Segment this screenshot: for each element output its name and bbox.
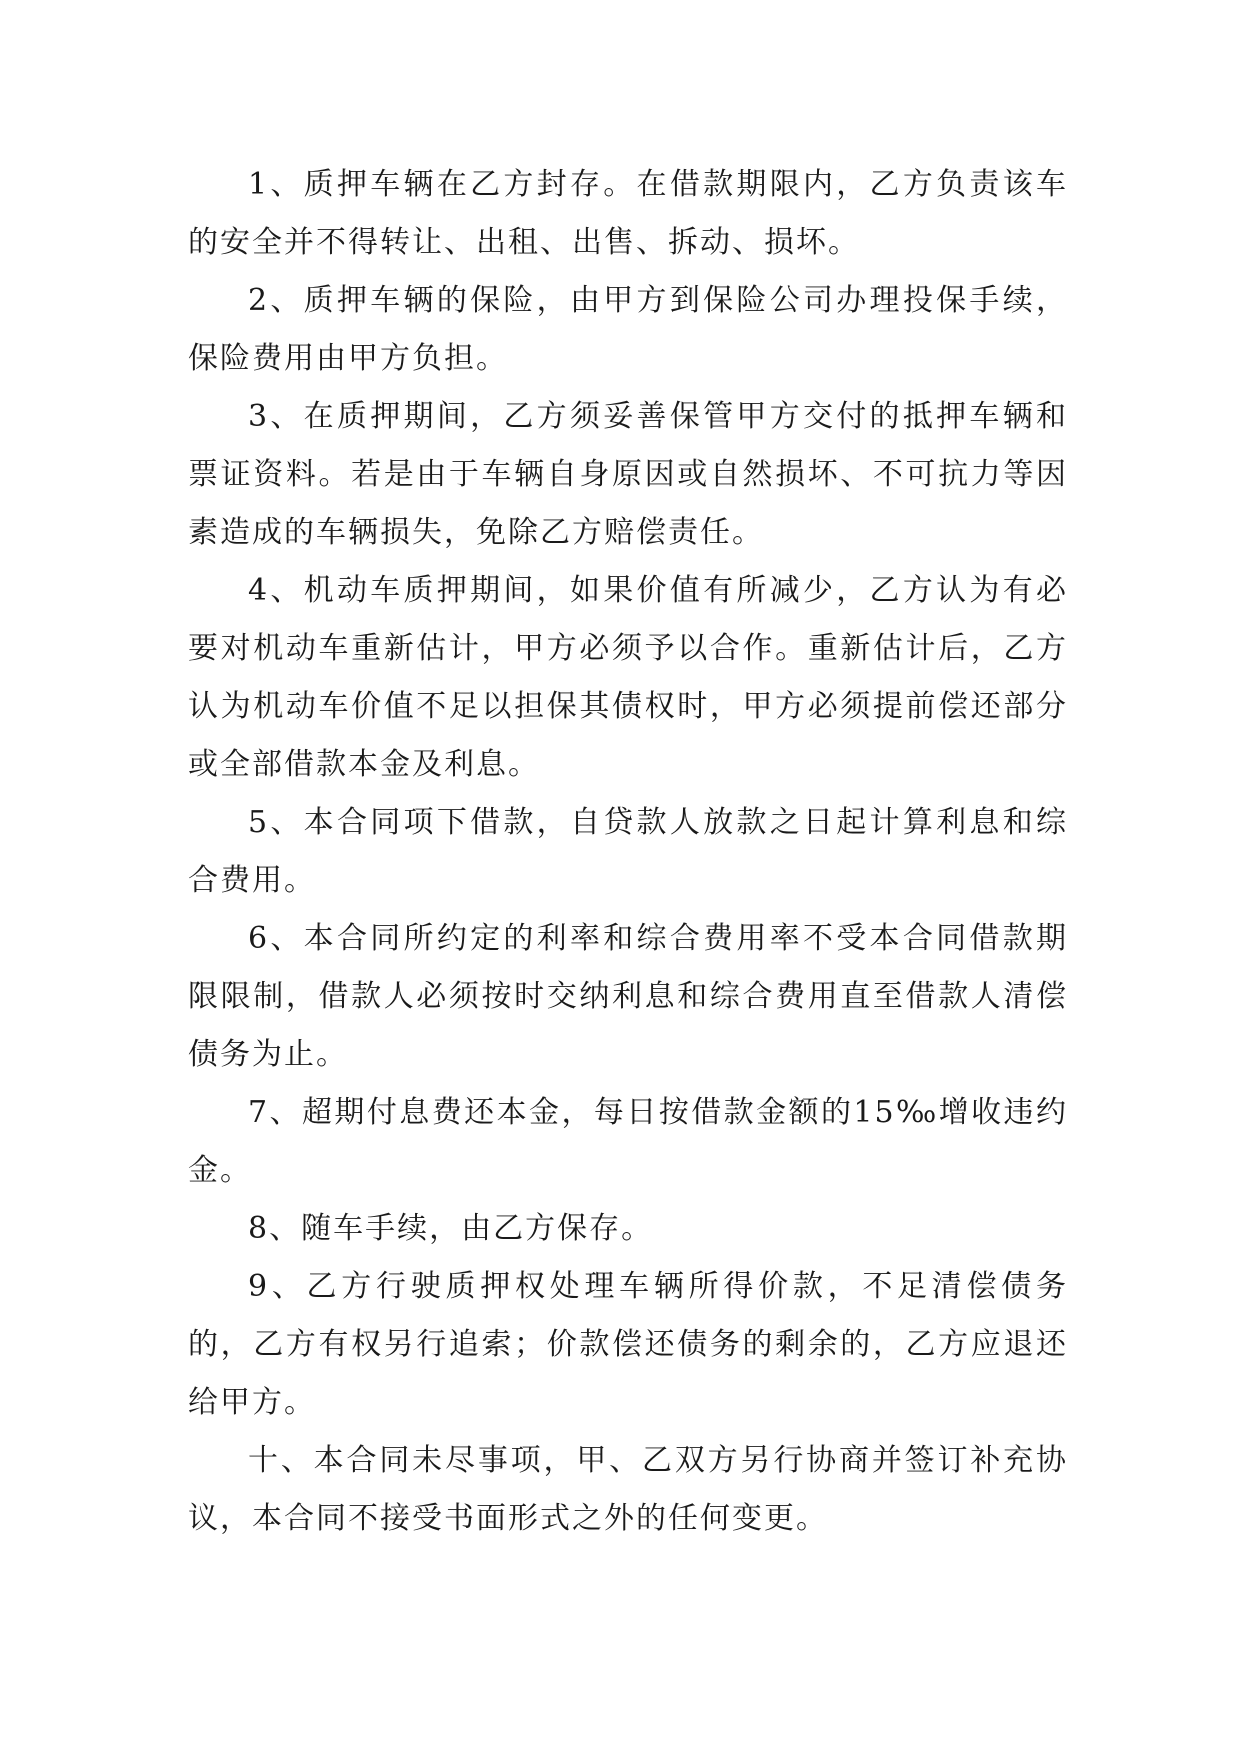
clause-1: 1、质押车辆在乙方封存。在借款期限内，乙方负责该车的安全并不得转让、出租、出售、拆动、损坏。 <box>188 167 1068 260</box>
clause-7: 7、超期付息费还本金，每日按借款金额的15‰增收违约金。 <box>188 1095 1068 1188</box>
clause-6: 6、本合同所约定的利率和综合费用率不受本合同借款期限限制，借款人必须按时交纳利息和综合费用直至借款人清偿债务为止。 <box>188 921 1068 1072</box>
clause-2: 2、质押车辆的保险，由甲方到保险公司办理投保手续，保险费用由甲方负担。 <box>188 283 1068 376</box>
clause-10: 十、本合同未尽事项，甲、乙双方另行协商并签订补充协议，本合同不接受书面形式之外的任何变更。 <box>188 1443 1068 1536</box>
clause-4: 4、机动车质押期间，如果价值有所减少，乙方认为有必要对机动车重新估计，甲方必须予以合作。重新估计后，乙方认为机动车价值不足以担保其债权时，甲方必须提前偿还部分或全部借款本金及利息。 <box>188 573 1068 782</box>
clause-9: 9、乙方行驶质押权处理车辆所得价款，不足清偿债务的，乙方有权另行追索；价款偿还债务的剩余的，乙方应退还给甲方。 <box>188 1269 1068 1420</box>
clause-8: 8、随车手续，由乙方保存。 <box>248 1211 654 1246</box>
document-body <box>188 156 1068 1548</box>
clause-5: 5、本合同项下借款，自贷款人放款之日起计算利息和综合费用。 <box>188 805 1068 898</box>
clause-3: 3、在质押期间，乙方须妥善保管甲方交付的抵押车辆和票证资料。若是由于车辆自身原因或自然损坏、不可抗力等因素造成的车辆损失，免除乙方赔偿责任。 <box>188 399 1068 550</box>
